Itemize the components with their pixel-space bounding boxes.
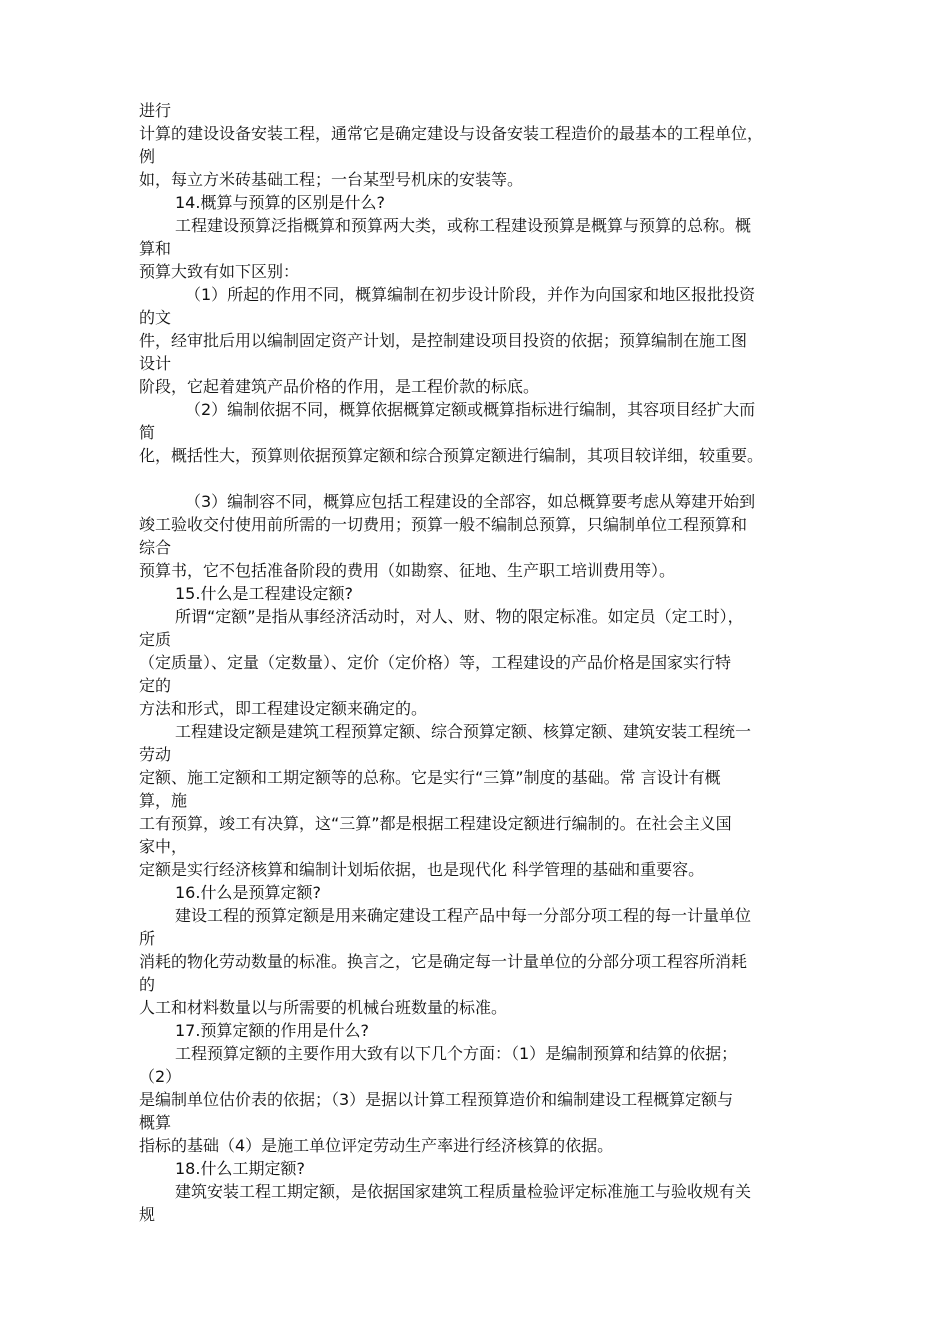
text-line: 消耗的物化劳动数量的标准。换言之，它是确定每一计量单位的分部分项工程容所消耗 [139,952,748,971]
text-line: 方法和形式，即工程建设定额来确定的。 [139,699,428,718]
text-line: 建设工程的预算定额是用来确定建设工程产品中每一分部分项工程的每一计量单位 [175,906,752,925]
text-line: （1）所起的作用不同，概算编制在初步设计阶段，并作为向国家和地区报批投资 [185,285,756,304]
text-line: 如，每立方米砖基础工程；一台某型号机床的安装等。 [139,170,524,189]
text-line: 竣工验收交付使用前所需的一切费用；预算一般不编制总预算，只编制单位工程预算和 [139,515,748,534]
text-line: 定额、施工定额和工期定额等的总称。它是实行“三算”制度的基础。常 言设计有概 [139,768,721,787]
text-line: 劳动 [139,745,172,764]
text-line: 17.预算定额的作用是什么? [175,1021,369,1040]
text-line: 综合 [139,538,172,557]
text-line: 建筑安装工程工期定额，是依据国家建筑工程质量检验评定标准施工与验收规有关 [175,1182,752,1201]
blank-line [139,467,829,490]
text-line: （3）编制容不同，概算应包括工程建设的全部容，如总概算要考虑从筹建开始到 [185,492,756,511]
text-line: 例 [139,147,156,166]
text-line: 工程建设预算泛指概算和预算两大类，或称工程建设预算是概算与预算的总称。概 [175,216,752,235]
text-line: 预算大致有如下区别： [139,262,300,281]
text-line: 阶段，它起着建筑产品价格的作用，是工程价款的标底。 [139,377,540,396]
text-line: 规 [139,1205,156,1224]
text-line: 算和 [139,239,172,258]
text-line: 16.什么是预算定额? [175,883,321,902]
text-line: 概算 [139,1113,172,1132]
text-line: 工程建设定额是建筑工程预算定额、综合预算定额、核算定额、建筑安装工程统一 [175,722,752,741]
text-line: 的文 [139,308,172,327]
text-line: （2）编制依据不同，概算依据概算定额或概算指标进行编制，其容项目经扩大而 [185,400,756,419]
text-line: 家中， [139,837,188,856]
text-line: 的 [139,975,156,994]
text-line: 定质 [139,630,172,649]
text-line: 算，施 [139,791,188,810]
text-line: 15.什么是工程建设定额? [175,584,353,603]
text-line: （2） [139,1067,182,1086]
text-line: 化，概括性大，预算则依据预算定额和综合预算定额进行编制，其项目较详细，较重要。 [139,446,764,465]
text-line: 工程预算定额的主要作用大致有以下几个方面：（1）是编制预算和结算的依据； [175,1044,738,1063]
text-line: 设计 [139,354,172,373]
text-line: 人工和材料数量以与所需要的机械台班数量的标准。 [139,998,508,1017]
text-line: （定质量）、定量（定数量）、定价（定价格）等，工程建设的产品价格是国家实行特 [139,653,732,672]
text-line: 18.什么工期定额? [175,1159,305,1178]
text-line: 进行 [139,101,172,120]
text-line: 是编制单位估价表的依据；（3）是据以计算工程预算造价和编制建设工程概算定额与 [139,1090,734,1109]
text-line: 计算的建设设备安装工程，通常它是确定建设与设备安装工程造价的最基本的工程单位， [139,124,764,143]
document-body [139,99,829,1226]
text-line: 件，经审批后用以编制固定资产计划，是控制建设项目投资的依据；预算编制在施工图 [139,331,748,350]
text-line: 简 [139,423,156,442]
text-line: 所 [139,929,156,948]
text-line: 预算书，它不包括准备阶段的费用（如勘察、征地、生产职工培训费用等）。 [139,561,676,580]
text-line: 所谓“定额”是指从事经济活动时，对人、财、物的限定标准。如定员（定工时）， [175,607,744,626]
text-line: 工有预算，竣工有决算，这“三算”都是根据工程建设定额进行编制的。在社会主义国 [139,814,732,833]
text-line: 定额是实行经济核算和编制计划垢依据，也是现代化 科学管理的基础和重要容。 [139,860,705,879]
text-line: 14.概算与预算的区别是什么? [175,193,385,212]
text-line: 指标的基础（4）是施工单位评定劳动生产率进行经济核算的依据。 [139,1136,614,1155]
text-line: 定的 [139,676,172,695]
